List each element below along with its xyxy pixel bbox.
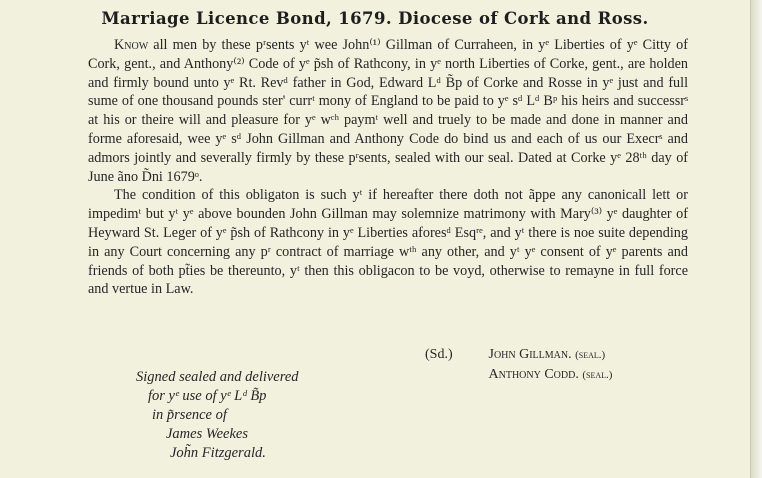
witness-block (136, 368, 299, 463)
witness-line: Signed sealed and delivered (136, 369, 299, 385)
document-title: Marriage Licence Bond, 1679. Diocese of Cork and Ross. (101, 9, 649, 28)
signatory-name: John Gillman. (488, 347, 572, 362)
witness-name: Joh̃n Fitzgerald. (170, 445, 266, 461)
signature-row (425, 345, 612, 365)
text-line: north Liberties of Corke, gent., are holden and firmly bound unto yᵉ Rt. Revᵈ father in (88, 55, 688, 91)
text-line: matrimony with Mary⁽³⁾ yᵉ daughter of Heyward St. Leger of yᵉ p̃sh of Rathcony in yᵉ (88, 206, 689, 241)
seal-mark: (seal.) (575, 349, 606, 361)
signatory-name: Anthony Codd. (488, 367, 579, 382)
text-line: ster' currᵗ mony of England to be paid to yᵉ sᵈ Lᵈ Bᵖ his heirs and successrˢ at his or (88, 93, 688, 129)
text-line: and each of us our Execrˢ and admors jointly and severally firmly by these pʳsents, (88, 130, 688, 166)
text-line: friends of both pt̃ies be thereunto, yᵗ then this obligacon to be voyd, otherwise to (88, 262, 561, 279)
text-line: sealed with our seal. Dated at Corke yᵉ 28ᵗʰ day of June ãno D̃ni 1679ᵒ. (88, 149, 689, 185)
bond-text (88, 36, 688, 299)
paragraph-bond (88, 36, 688, 186)
text-line: Liberties of yᵉ Citty of Cork, gent., and Anthony⁽²⁾ Code of yᵉ p̃sh of Rathcony, in yᵉ (88, 37, 688, 72)
signature-block (425, 345, 612, 385)
witness-line: in p̃rsence of (152, 407, 227, 423)
text-line: manner and forme aforesaid, wee yᵉ sᵈ John Gillman and Anthony Code do bind us (88, 112, 688, 147)
witness-line: for yᵉ use of yᵉ Lᵈ B̃p (148, 388, 267, 404)
page-edge (750, 0, 762, 478)
paragraph-first-word: Know (114, 37, 149, 53)
text-line: all men by these pʳsents yᵗ wee John⁽¹⁾ Gillman of Curraheen, in yᵉ (148, 37, 550, 53)
text-line: theire will and pleasure for yᵉ wᶜʰ paymᵗ well and truely to be made and done in (141, 112, 616, 129)
text-line: canonicall lett or impedimᵗ but yᵗ yᵉ above bounden John Gillman may solemnize (88, 187, 688, 223)
text-line: remayne in full force and vertue in Law. (88, 262, 688, 298)
text-line: any pʳ contract of marriage wᵗʰ any other, and yᵗ yᵉ consent of yᵉ parents and (235, 243, 688, 260)
witness-name: James Weekes (166, 426, 248, 442)
paragraph-condition (88, 186, 688, 299)
seal-mark: (seal.) (582, 369, 613, 381)
signature-row (425, 365, 612, 385)
text-line: Liberties aforesᵈ Esqʳᵉ, and yᵗ there is noe suite depending in any Court concerning (88, 224, 688, 260)
sd-label: (Sd.) (425, 347, 453, 362)
text-line: The condition of this obligaton is such yᵗ if hereafter there doth not ãppe any (114, 187, 582, 204)
text-line: God, Edward Lᵈ B̃p of Corke and Rosse in yᵉ just and full sume of one thousand pounds (88, 74, 689, 110)
